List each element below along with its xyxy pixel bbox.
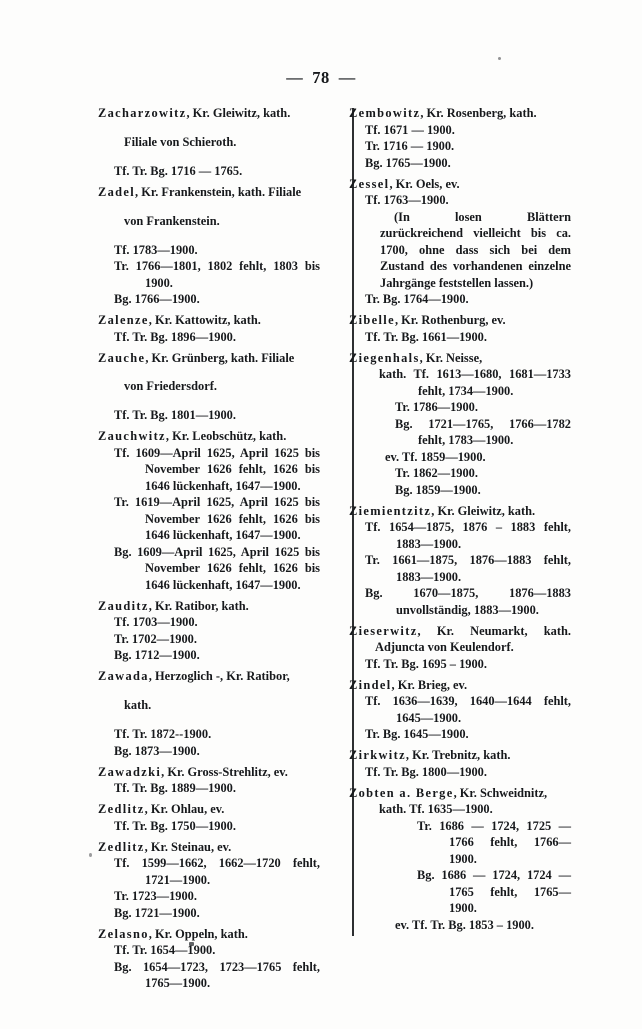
entry-record-line: Tf. 1783—1900. — [114, 242, 198, 257]
place-name: Zieserwitz — [349, 623, 418, 638]
dictionary-entry — [98, 350, 320, 424]
dictionary-entry — [98, 801, 320, 834]
place-name: Zauditz — [98, 598, 149, 613]
entry-record-line: Tf. 1763—1900. — [365, 193, 449, 207]
dictionary-entry — [349, 747, 571, 780]
dictionary-entry — [98, 184, 320, 308]
entry-record-line: Tr. 1766—1801, 1802 fehlt, 1803 bis 1900. — [114, 259, 320, 290]
dictionary-entry — [349, 312, 571, 345]
entry-record-line: Bg. 1766—1900. — [114, 292, 200, 307]
entry-headword: Zauche, Kr. Grünberg, kath. Filiale — [98, 350, 295, 365]
entry-headword: Ziemientzitz, Kr. Gleiwitz, kath. — [349, 503, 536, 518]
place-name: Zembowitz — [349, 106, 421, 120]
dictionary-entry — [98, 428, 320, 593]
entry-record-line: Tf. 1654—1875, 1876 – 1883 fehlt, 1883—1900. — [365, 520, 571, 551]
entry-headword: Zindel, Kr. Brieg, ev. — [349, 677, 468, 692]
entry-headword: Zedlitz, Kr. Steinau, ev. — [98, 839, 232, 854]
entry-record-line: kath. Tf. 1635—1900. — [379, 802, 493, 816]
entry-headword: Zalenze, Kr. Kattowitz, kath. — [98, 313, 261, 328]
entry-headword: Zadel, Kr. Frankenstein, kath. Filiale — [98, 184, 302, 199]
entry-record-line: Bg. 1765—1900. — [365, 155, 451, 170]
place-name: Zirkwitz — [349, 748, 406, 762]
entry-record-line: Tr. 1862—1900. — [395, 466, 478, 480]
column-left — [98, 105, 326, 992]
dictionary-entry — [98, 668, 320, 759]
entry-headword-continuation: Filiale von Schieroth. — [124, 134, 237, 149]
entry-record-line: Tf. Tr. Bg. 1800—1900. — [365, 764, 487, 779]
entry-record-line: Bg. 1721—1765, 1766—1782 fehlt, 1783—1900. — [395, 416, 571, 447]
place-name: Zalenze — [98, 313, 149, 328]
dictionary-entry — [98, 926, 320, 992]
place-name: Ziegenhals — [349, 350, 420, 365]
dictionary-entry — [98, 598, 320, 664]
place-name: Zessel — [349, 176, 390, 191]
entry-headword: Zauchwitz, Kr. Leobschütz, kath. — [98, 429, 287, 444]
place-name: Zedlitz — [98, 839, 145, 854]
place-name: Zobten a. Berge — [349, 785, 454, 800]
entry-record-line: Tf. Tr. 1872--1900. — [114, 727, 212, 742]
entry-record-line: Tr. Bg. 1645—1900. — [365, 727, 469, 741]
dictionary-entry — [349, 785, 571, 934]
entry-record-line: ev. Tf. 1859—1900. — [385, 449, 486, 464]
entry-record-line: Tr. 1661—1875, 1876—1883 fehlt, 1883—1900. — [365, 553, 571, 584]
entry-headword: Zawadzki, Kr. Gross-Strehlitz, ev. — [98, 764, 288, 779]
place-name: Ziemientzitz — [349, 503, 432, 518]
entry-headword: Zirkwitz, Kr. Trebnitz, kath. — [349, 748, 511, 762]
place-name: Zadel — [98, 184, 136, 199]
entry-record-line: Tf. 1703—1900. — [114, 615, 198, 630]
entry-record-line: Tf. Tr. 1654—1900. — [114, 943, 216, 958]
entry-record-line: Tr. 1702—1900. — [114, 631, 197, 646]
entry-headword: Zedlitz, Kr. Ohlau, ev. — [98, 802, 225, 817]
entry-record-line: Tr. 1686 — 1724, 1725 — 1766 fehlt, 1766—1900. — [417, 818, 571, 866]
two-column-body — [98, 105, 571, 992]
entry-record-line: Tr. Bg. 1764—1900. — [365, 292, 469, 306]
entry-headword: Zacharzowitz, Kr. Gleiwitz, kath. — [98, 106, 291, 120]
place-name: Zacharzowitz — [98, 106, 187, 120]
entry-headword: Zauditz, Kr. Ratibor, kath. — [98, 598, 249, 613]
place-name: Zedlitz — [98, 802, 145, 817]
entry-record-line: Tf. 1599—1662, 1662—1720 fehlt, 1721—1900. — [114, 856, 320, 887]
entry-record-line: Bg. 1721—1900. — [114, 905, 200, 920]
entry-record-line: Tr. 1716 — 1900. — [365, 139, 455, 153]
page-number: 78 — [312, 68, 330, 87]
entry-headword: Zelasno, Kr. Oppeln, kath. — [98, 926, 248, 941]
entry-record-line: Tf. Tr. Bg. 1695 – 1900. — [365, 656, 487, 671]
dictionary-entry — [349, 623, 571, 673]
column-right — [326, 105, 571, 933]
page-header-folio — [0, 68, 642, 88]
place-name: Zelasno — [98, 926, 149, 941]
entry-headword: Zieserwitz, Kr. Neumarkt, kath. Adjuncta von Keulendorf. — [349, 623, 571, 654]
entry-record-line: Tr. 1723—1900. — [114, 889, 197, 904]
entry-record-line: Tf. 1636—1639, 1640—1644 fehlt, 1645—1900. — [365, 694, 571, 725]
entry-headword: Zembowitz, Kr. Rosenberg, kath. — [349, 106, 537, 120]
folio-dash-left: — — [286, 68, 304, 87]
entry-headword: Zessel, Kr. Oels, ev. — [349, 176, 460, 191]
entry-record-line: Tf. Tr. Bg. 1801—1900. — [114, 408, 236, 423]
entry-headword-continuation: von Friedersdorf. — [124, 379, 217, 394]
entry-headword: Zibelle, Kr. Rothenburg, ev. — [349, 313, 506, 327]
entry-record-line: Tf. Tr. Bg. 1896—1900. — [114, 329, 236, 344]
entry-headword-continuation: von Frankenstein. — [124, 213, 220, 228]
entry-record-line: Tr. 1619—April 1625, April 1625 bis November 1626 fehlt, 1626 bis 1646 lückenhaft, 1647—1900. — [114, 495, 320, 543]
entry-record-line: Bg. 1654—1723, 1723—1765 fehlt, 1765—1900. — [114, 959, 320, 991]
entry-record-line: Tf. 1609—April 1625, April 1625 bis November 1626 fehlt, 1626 bis 1646 lückenhaft, 1647—1900. — [114, 445, 320, 493]
folio-dash-right: — — [338, 68, 356, 87]
entry-record-line: Bg. 1670—1875, 1876—1883 unvollständig, 1883—1900. — [365, 586, 571, 617]
scan-speck — [498, 57, 501, 60]
place-name: Zawadzki — [98, 764, 162, 779]
entry-headword: Ziegenhals, Kr. Neisse, — [349, 350, 483, 365]
entry-headword: Zawada, Herzoglich -, Kr. Ratibor, — [98, 669, 290, 684]
place-name: Zauche — [98, 350, 146, 365]
entry-record-line: Bg. 1686 — 1724, 1724 — 1765 fehlt, 1765—1900. — [417, 868, 571, 915]
entry-record-line: ev. Tf. Tr. Bg. 1853 – 1900. — [395, 917, 534, 932]
dictionary-entry — [98, 839, 320, 922]
entry-record-line: Tf. Tr. Bg. 1750—1900. — [114, 818, 236, 833]
entry-record-line: Tf. Tr. Bg. 1716 — 1765. — [114, 163, 243, 178]
entry-record-line: Tr. 1786—1900. — [395, 400, 478, 414]
dictionary-entry — [349, 677, 571, 743]
entry-record-line: Tf. Tr. Bg. 1889—1900. — [114, 781, 236, 796]
entry-record-line: Tf. 1671 — 1900. — [365, 122, 455, 137]
entry-record-line: Bg. 1873—1900. — [114, 743, 200, 758]
dictionary-entry — [349, 350, 571, 499]
entry-record-line: Bg. 1859—1900. — [395, 482, 481, 497]
entry-headword-continuation: kath. — [124, 698, 152, 713]
scan-speck — [89, 853, 92, 857]
entry-record-line: Bg. 1712—1900. — [114, 648, 200, 663]
dictionary-entry — [349, 176, 571, 308]
dictionary-entry — [349, 105, 571, 171]
entry-headword: Zobten a. Berge, Kr. Schweidnitz, — [349, 785, 548, 800]
entry-record-line: Tf. Tr. Bg. 1661—1900. — [365, 329, 487, 344]
entry-record-line: kath. Tf. 1613—1680, 1681—1733 fehlt, 1734—1900. — [379, 367, 571, 398]
dictionary-entry — [98, 312, 320, 345]
place-name: Zibelle — [349, 313, 395, 327]
place-name: Zindel — [349, 677, 392, 692]
entry-note: (In losen Blättern zurückreichend vielleicht bis ca. 1700, ohne dass sich bei dem Zustand des vorhandenen einzelne Jahrgänge feststellen lassen.) — [380, 209, 571, 290]
place-name: Zawada — [98, 669, 149, 684]
dictionary-entry — [98, 105, 320, 179]
entry-record-line: Bg. 1609—April 1625, April 1625 bis November 1626 fehlt, 1626 bis 1646 lückenhaft, 1647—1900. — [114, 544, 320, 592]
dictionary-entry — [349, 503, 571, 619]
dictionary-entry — [98, 764, 320, 797]
place-name: Zauchwitz — [98, 429, 166, 444]
